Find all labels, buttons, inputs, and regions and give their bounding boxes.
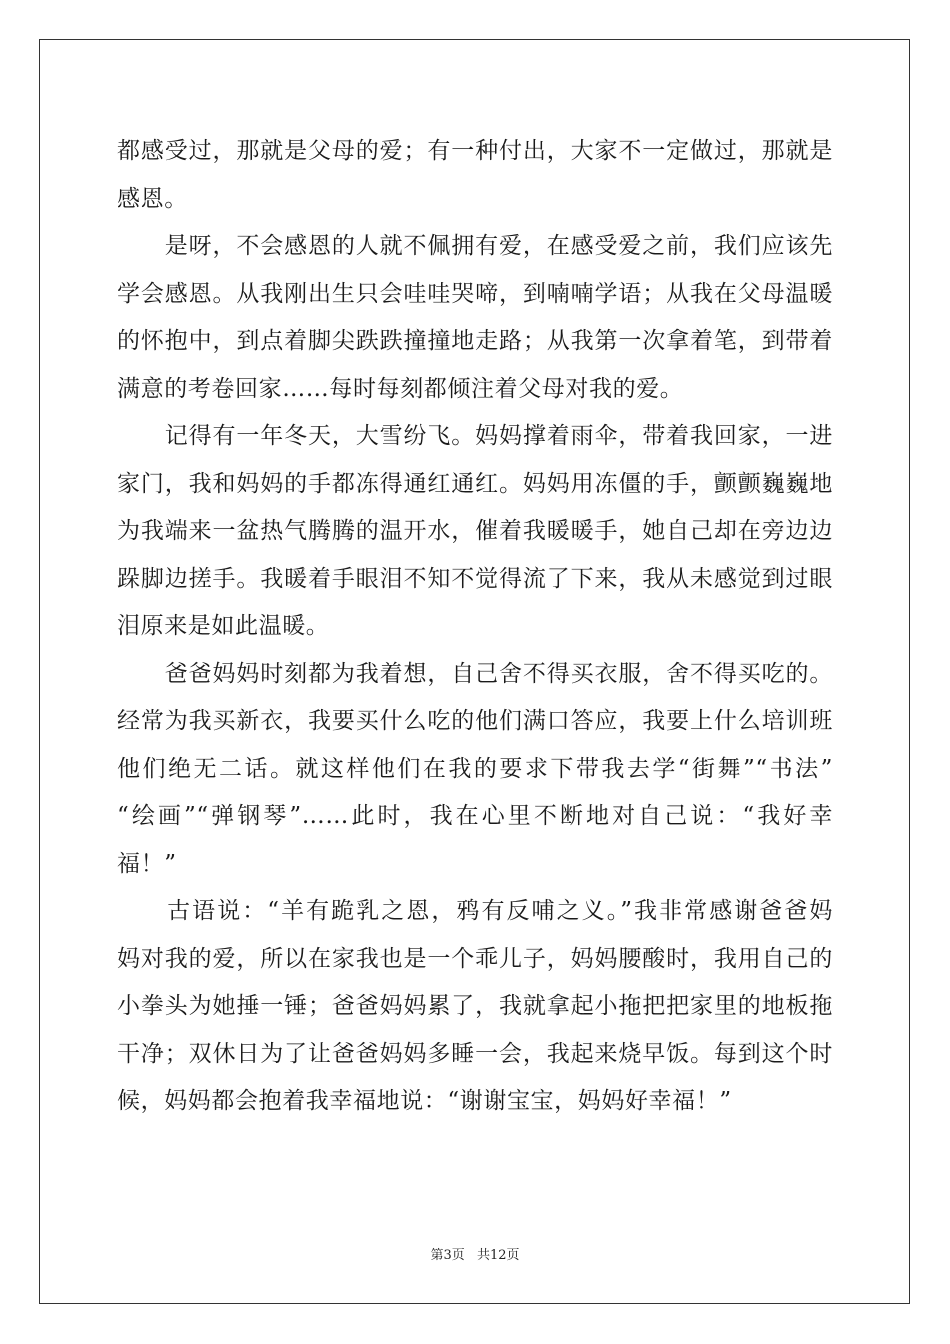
text-line: 为我端来一盆热气腾腾的温开水，催着我暖暖手，她自己却在旁边边: [117, 518, 833, 544]
text-line: 家门，我和妈妈的手都冻得通红通红。妈妈用冻僵的手，颤颤巍巍地: [117, 470, 833, 497]
text-line: 干净；双休日为了让爸爸妈妈多睡一会，我起来烧早饭。每到这个时: [117, 1040, 833, 1067]
text-line: 爸爸妈妈时刻都为我着想，自己舍不得买衣服，舍不得买吃的。: [117, 660, 833, 687]
text-line: 跺脚边搓手。我暖着手眼泪不知不觉得流了下来，我从未感觉到过眼: [117, 565, 833, 592]
text-line: “绘画”“弹钢琴”……此时，我在心里不断地对自己说：“我好幸: [117, 803, 833, 829]
text-line: 古语说：“羊有跪乳之恩，鸦有反哺之义。”我非常感谢爸爸妈: [117, 898, 833, 924]
text-line: 候，妈妈都会抱着我幸福地说：“谢谢宝宝，妈妈好幸福！”: [117, 1088, 732, 1114]
text-line: 妈对我的爱，所以在家我也是一个乖儿子，妈妈腰酸时，我用自己的: [117, 945, 833, 972]
text-line: 他们绝无二话。就这样他们在我的要求下带我去学“街舞”“书法”: [117, 755, 833, 782]
text-line: 记得有一年冬天，大雪纷飞。妈妈撑着雨伞，带着我回家，一进: [117, 423, 833, 449]
text-line: 经常为我买新衣，我要买什么吃的他们满口答应，我要上什么培训班: [117, 708, 833, 734]
text-line: 感恩。: [117, 185, 188, 212]
page-number: 第3页: [430, 1248, 465, 1263]
document-body: [117, 128, 833, 1126]
text-line: 泪原来是如此温暖。: [117, 613, 330, 639]
text-line: 是呀，不会感恩的人就不佩拥有爱，在感受爱之前，我们应该先: [117, 233, 833, 259]
text-line: 小拳头为她捶一锤；爸爸妈妈累了，我就拿起小拖把把家里的地板拖: [117, 993, 833, 1019]
text-line: 的怀抱中，到点着脚尖跌跌撞撞地走路；从我第一次拿着笔，到带着: [117, 328, 833, 354]
page-total: 共12页: [476, 1248, 520, 1263]
page-footer: [0, 1247, 950, 1265]
text-line: 福！”: [117, 850, 177, 877]
text-line: 满意的考卷回家……每时每刻都倾注着父母对我的爱。: [117, 375, 684, 402]
text-line: 学会感恩。从我刚出生只会哇哇哭啼，到喃喃学语；从我在父母温暖: [117, 280, 833, 307]
text-line: 都感受过，那就是父母的爱；有一种付出，大家不一定做过，那就是: [117, 138, 833, 164]
